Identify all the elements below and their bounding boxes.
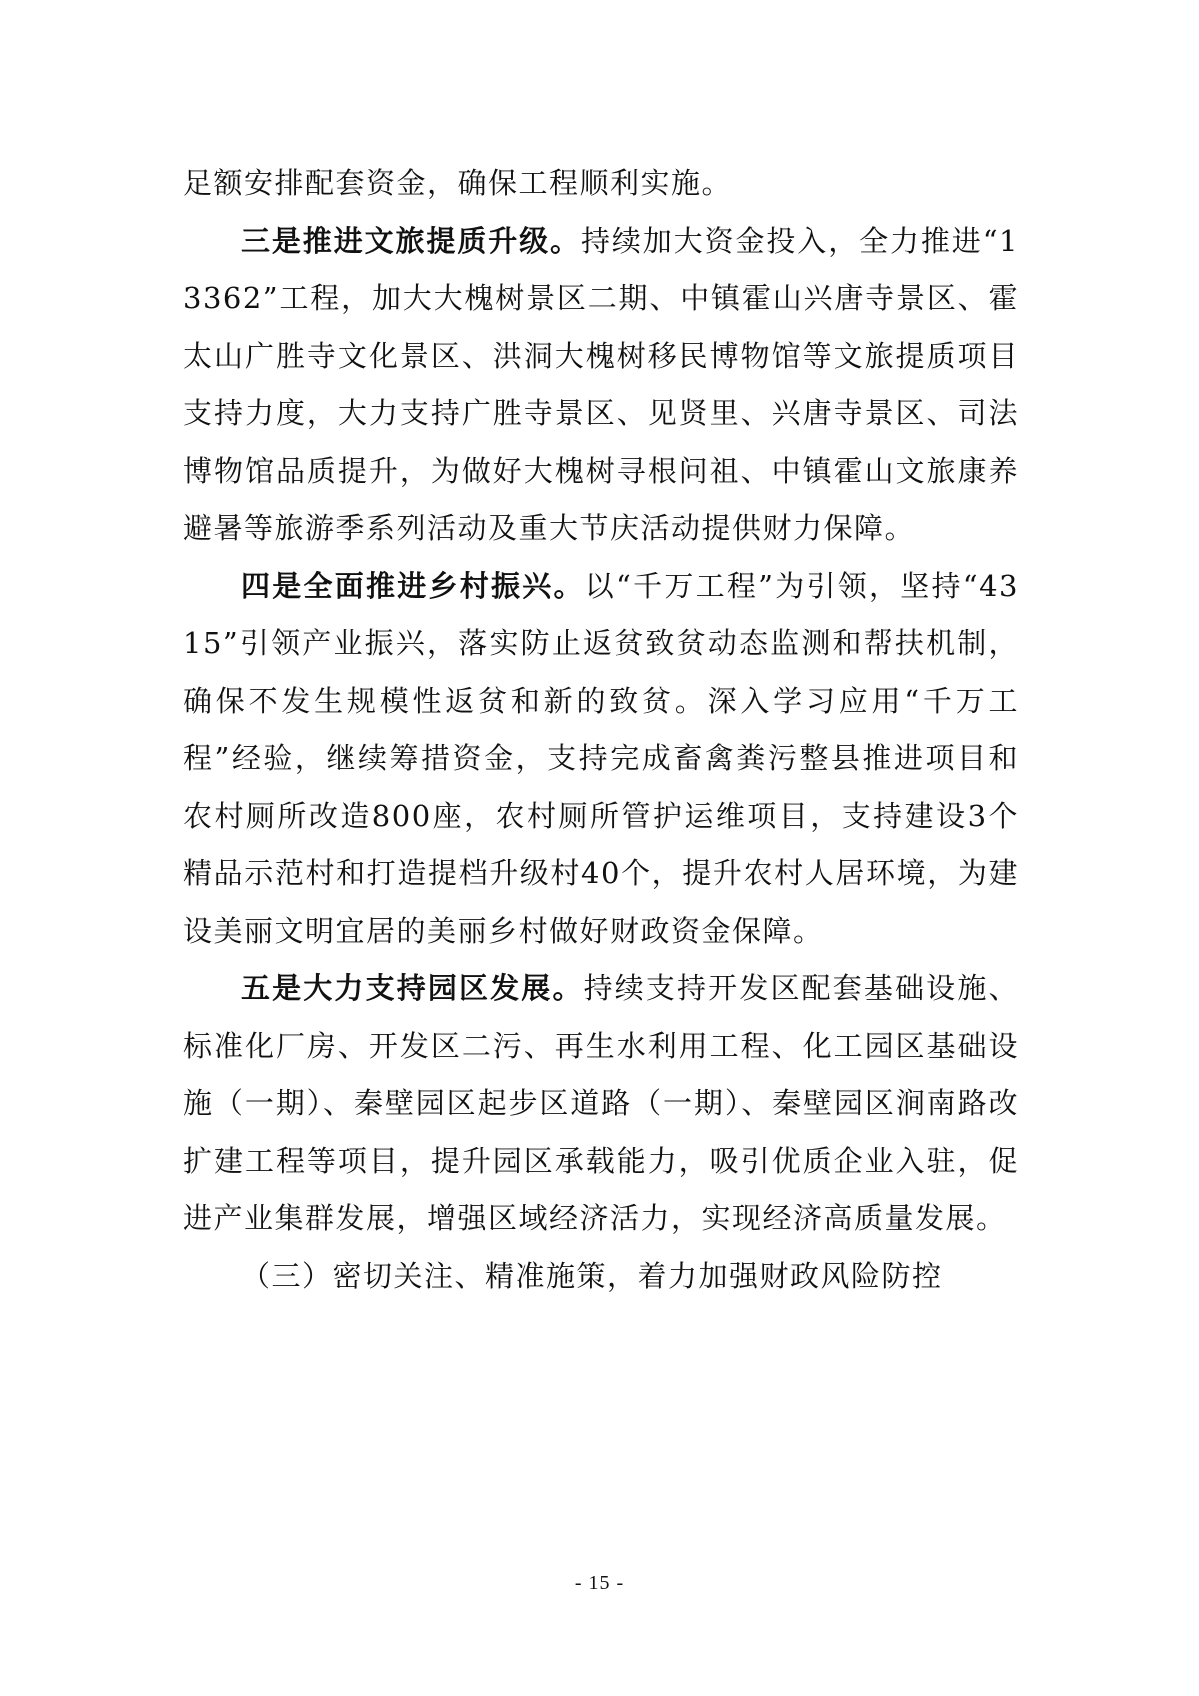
- paragraph-industrial-park: [183, 960, 1019, 1248]
- paragraph-lead: 五是大力支持园区发展。: [241, 971, 584, 1005]
- paragraph-text: 持续支持开发区配套基础设施、标准化厂房、开发区二污、再生水利用工程、化工园区基础设施（一期）、秦壁园区起步区道路（一期）、秦壁园区涧南路改扩建工程等项目，提升园区承载能力，吸引优质企业入驻，促进产业集群发展，增强区域经济活力，实现经济高质量发展。: [183, 971, 1019, 1235]
- paragraph-text: 足额安排配套资金，确保工程顺利实施。: [183, 166, 733, 200]
- paragraph-culture-tourism: [183, 213, 1019, 558]
- paragraph-continuation: [183, 155, 1019, 213]
- document-body: [183, 155, 1019, 1305]
- page-number: - 15 -: [574, 1572, 625, 1594]
- paragraph-lead: 四是全面推进乡村振兴。: [241, 568, 585, 603]
- paragraph-rural-revitalization: [183, 558, 1019, 961]
- paragraph-lead: 三是推进文旅提质升级。: [241, 223, 581, 258]
- paragraph-text: 以“千万工程”为引领，坚持“4315”引领产业振兴，落实防止返贫致贫动态监测和帮扶机制，确保不发生规模性返贫和新的致贫。深入学习应用“千万工程”经验，继续筹措资金，支持完成畜禽粪污整县推进项目和农村厕所改造800座，农村厕所管护运维项目，支持建设3个精品示范村和打造提档升级村40个，提升农村人居环境，为建设美丽文明宜居的美丽乡村做好财政资金保障。: [183, 568, 1019, 948]
- section-heading: （三）密切关注、精准施策，着力加强财政风险防控: [241, 1258, 943, 1293]
- paragraph-text: 持续加大资金投入，全力推进“13362”工程，加大大槐树景区二期、中镇霍山兴唐寺景区、霍太山广胜寺文化景区、洪洞大槐树移民博物馆等文旅提质项目支持力度，大力支持广胜寺景区、见贤里、兴唐寺景区、司法博物馆品质提升，为做好大槐树寻根问祖、中镇霍山文旅康养避暑等旅游季系列活动及重大节庆活动提供财力保障。: [183, 223, 1019, 545]
